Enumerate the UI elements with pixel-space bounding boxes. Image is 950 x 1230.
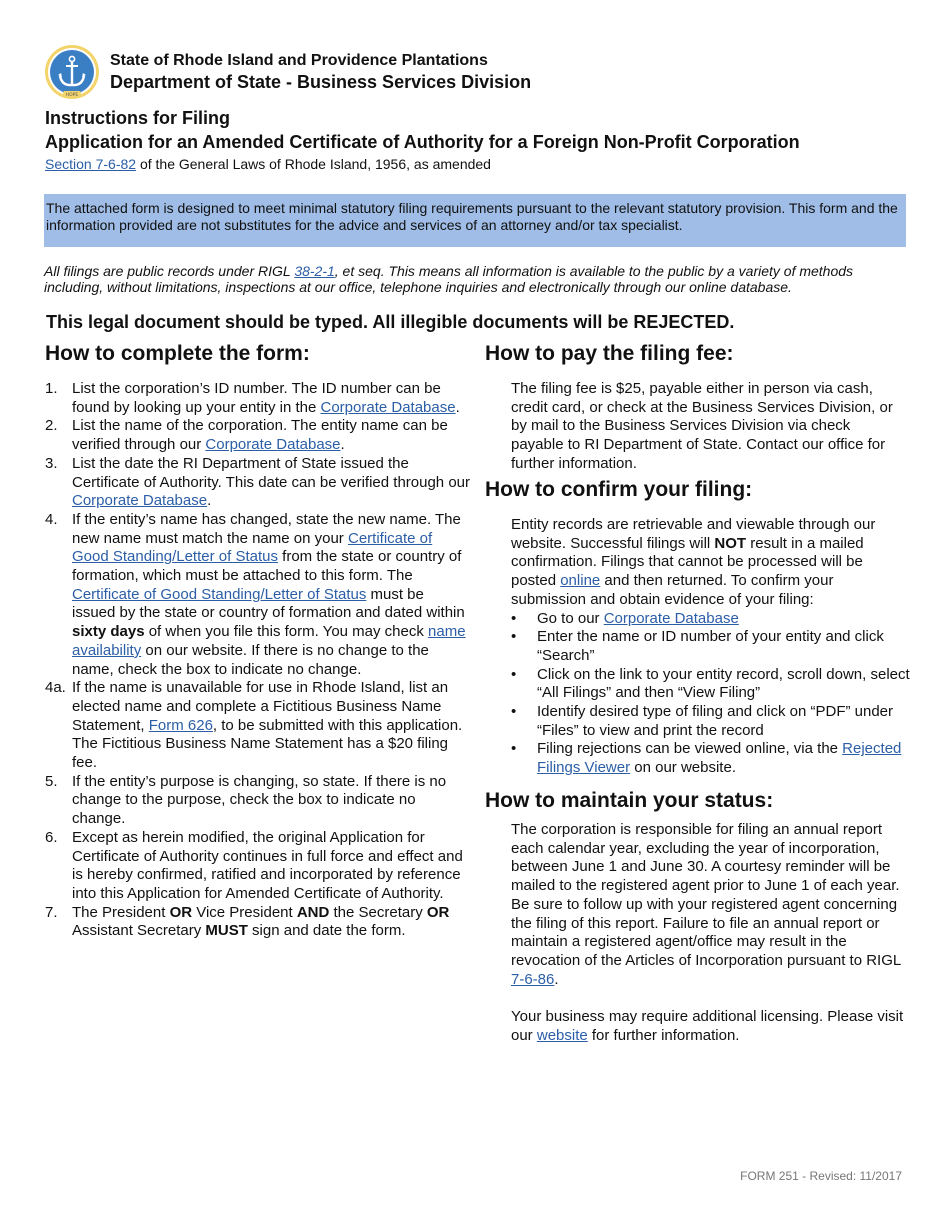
- list-item: 3. List the date the RI Department of State issued the Certificate of Authority. This date can be verified through our Corporate Database.: [45, 454, 470, 510]
- form-626-link[interactable]: Form 626: [148, 716, 213, 734]
- maintain-text: The corporation is responsible for filing an annual report each calendar year, excluding the year of incorporation, between June 1 and June 30. A courtesy reminder will be mailed to the registered agent prior to June 1 of each year. Be sure to follow up with your registered agent concerning the filing of this report. Failure to file an annual report or maintain a registered agent/office may result in the revocation of the Articles of Incorporation pursuant to RIGL 7-6-86.: [511, 821, 901, 988]
- corporate-database-link[interactable]: Corporate Database: [320, 398, 456, 416]
- rigl-38-2-1-link[interactable]: 38-2-1: [294, 263, 335, 279]
- confirm-filing-section: [485, 478, 910, 778]
- website-link[interactable]: website: [536, 1026, 588, 1044]
- list-item: • Enter the name or ID number of your entity and click “Search”: [511, 628, 884, 664]
- section-heading: How to pay the filing fee:: [485, 342, 734, 365]
- state-seal-icon: [44, 44, 100, 100]
- page-header: [44, 44, 531, 100]
- page-title: Instructions for Filing: [45, 108, 230, 128]
- list-item: 6. Except as herein modified, the original Application for Certificate of Authority continues in full force and effect and is hereby confirmed, ratified and incorporated by reference into this Application for Amended Certificate of Authority.: [45, 828, 463, 902]
- rigl-7-6-86-link[interactable]: 7-6-86: [511, 970, 555, 988]
- typed-warning: This legal document should be typed. All illegible documents will be REJECTED.: [46, 312, 735, 332]
- section-heading: How to maintain your status:: [485, 789, 774, 812]
- pay-fee-text: The filing fee is $25, payable either in person via cash, credit card, or check at the Business Services Division, or by mail to the Business Services Division via check payable to RI Department of State. Contact our office for further information.: [511, 380, 893, 472]
- corporate-database-link[interactable]: Corporate Database: [603, 609, 739, 627]
- corporate-database-link[interactable]: Corporate Database: [205, 436, 341, 454]
- corporate-database-link[interactable]: Corporate Database: [72, 492, 208, 510]
- title-block: [45, 108, 910, 172]
- statute-reference: Section 7-6-82 of the General Laws of Rhode Island, 1956, as amended: [45, 156, 491, 172]
- list-item: 2. List the name of the corporation. The entity name can be verified through our Corporate Database.: [45, 417, 448, 454]
- name-availability-link[interactable]: name availability: [72, 623, 466, 659]
- list-item: • Filing rejections can be viewed online, via the Rejected Filings Viewer on our website.: [511, 740, 902, 777]
- list-item: 4. If the entity’s name has changed, state the new name. The new name must match the name on your Certificate of Good Standing/Letter of Status from the state or country of formation, which must be attached to this form. The Certificate of Good Standing/Letter of Status must be issued by the state or country of formation and dated within sixty days of when you file this form. You may check name availability on our website. If there is no change to the name, check the box to indicate no change.: [45, 510, 466, 678]
- pay-fee-section: [485, 342, 910, 474]
- department-name: Department of State - Business Services Division: [110, 71, 532, 92]
- confirm-text: Entity records are retrievable and viewable through our website. Successful filings will NOT result in a mailed confirmation. Filings that cannot be processed will be posted online and then returned. To confirm your submission and obtain evidence of your filing:: [511, 516, 876, 608]
- section-heading: How to confirm your filing:: [485, 478, 753, 501]
- list-item: • Go to our Corporate Database: [511, 609, 739, 627]
- statute-link[interactable]: Section 7-6-82: [45, 156, 137, 172]
- list-item: 1. List the corporation’s ID number. The ID number can be found by looking up your entity in the Corporate Database.: [45, 380, 460, 416]
- disclaimer-box: The attached form is designed to meet minimal statutory filing requirements pursuant to the relevant statutory provision. This form and the information provided are not substitutes for the advice and services of an attorney and/or tax specialist.: [44, 194, 906, 247]
- list-item: • Identify desired type of filing and click on “PDF” under “Files” to view and print the record: [511, 703, 894, 739]
- section-heading: How to complete the form:: [45, 342, 310, 365]
- list-item: 5. If the entity’s purpose is changing, so state. If there is no change to the purpose, check the box to indicate no change.: [45, 772, 447, 828]
- list-item: 4a. If the name is unavailable for use in Rhode Island, list an elected name and complete a Fictitious Business Name Statement, Form 626, to be submitted with this application. The Fictitious Business Name Statement has a $20 filing fee.: [45, 679, 463, 772]
- list-item: 7. The President OR Vice President AND the Secretary OR Assistant Secretary MUST sign and date the form.: [45, 903, 450, 940]
- maintain-status-section: [485, 789, 910, 1045]
- instruction-list: [45, 380, 470, 941]
- list-item: • Click on the link to your entity record, scroll down, select “All Filings” and then “View Filing”: [511, 665, 910, 702]
- complete-form-section: [45, 342, 470, 941]
- confirm-steps: [485, 610, 910, 778]
- rejected-filings-link[interactable]: Rejected Filings Viewer: [537, 740, 902, 777]
- online-link[interactable]: online: [560, 572, 601, 590]
- state-name: State of Rhode Island and Providence Plantations: [110, 51, 488, 69]
- licensing-text: Your business may require additional licensing. Please visit our website for further information.: [511, 1008, 904, 1044]
- public-records-note: All filings are public records under RIGL 38-2-1, et seq. This means all information is available to the public by a variety of methods including, without limitations, inspections at our office, telephone inquiries and electronically through our online database.: [44, 263, 854, 295]
- good-standing-link[interactable]: Certificate of Good Standing/Letter of Status: [72, 529, 433, 566]
- good-standing-link[interactable]: Certificate of Good Standing/Letter of Status: [72, 585, 367, 603]
- form-revision: FORM 251 - Revised: 11/2017: [740, 1169, 902, 1183]
- form-title: Application for an Amended Certificate of Authority for a Foreign Non-Profit Corporation: [45, 132, 800, 152]
- svg-text:HOPE: HOPE: [65, 93, 79, 98]
